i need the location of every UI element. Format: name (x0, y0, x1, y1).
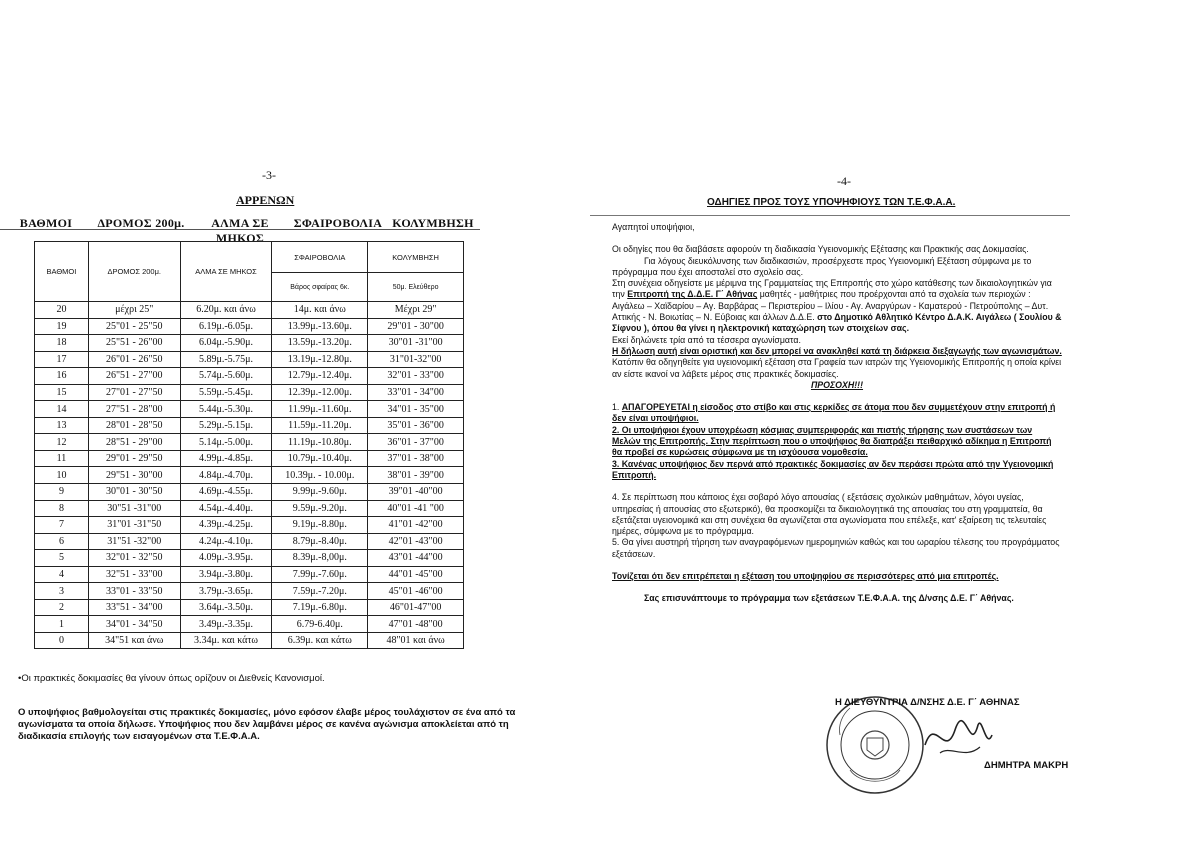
table-cell: 17 (35, 351, 89, 368)
table-cell: 47"01 -48"00 (368, 616, 464, 633)
table-cell: 4.39μ.-4.25μ. (180, 517, 272, 534)
table-row (35, 500, 464, 517)
instructions-title: ΟΔΗΓΙΕΣ ΠΡΟΣ ΤΟΥΣ ΥΠΟΨΗΦΙΟΥΣ ΤΩΝ Τ.Ε.Φ.Α.Α. (707, 197, 956, 208)
table-cell: 4.24μ.-4.10μ. (180, 533, 272, 550)
table-cell: 9 (35, 484, 89, 501)
rule-1-number: 1. (612, 402, 622, 413)
table-cell: 42"01 -43"00 (368, 533, 464, 550)
paragraph-intro: Οι οδηγίες που θα διαβάσετε αφορούν τη διαδικασία Υγειονομικής Εξέτασης και Πρακτικής σας Δοκιμασίας. (612, 244, 1029, 255)
table-cell: 40"01 -41 "00 (368, 500, 464, 517)
table-cell: 3.79μ.-3.65μ. (180, 583, 272, 600)
rule-5: 5. Θα γίνει αυστηρή τήρηση των αναγραφόμενων ημερομηνιών καθώς και του ωραρίου τέλεσης του προγράμματος εξετάσεων. (612, 537, 1060, 559)
table-row (35, 550, 464, 567)
paragraph-events: Εκεί δηλώνετε τρία από τα τέσσερα αγωνίσματα. (612, 334, 801, 345)
table-cell: 14μ. και άνω (272, 302, 368, 319)
table-row (35, 599, 464, 616)
header-grades: ΒΑΘΜΟΙ (19, 216, 73, 230)
table-cell: 33"51 - 34"00 (88, 599, 180, 616)
table-cell: 10 (35, 467, 89, 484)
table-cell: 5 (35, 550, 89, 567)
table-cell: 10.79μ.-10.40μ. (272, 450, 368, 467)
column-header-longjump: ΑΛΜΑ ΣΕ ΜΗΚΟΣ (180, 242, 272, 302)
table-cell: 6.20μ. και άνω (180, 302, 272, 319)
table-cell: 36"01 - 37"00 (368, 434, 464, 451)
table-cell: 31"51 -32"00 (88, 533, 180, 550)
table-cell: 8.39μ.-8,00μ. (272, 550, 368, 567)
table-cell: 44"01 -45"00 (368, 566, 464, 583)
table-cell: 11.59μ.-11.20μ. (272, 417, 368, 434)
table-cell: 5.74μ.-5.60μ. (180, 368, 272, 385)
table-cell: 7.19μ.-6.80μ. (272, 599, 368, 616)
attention-heading: ΠΡΟΣΟΧΗ!!! (810, 379, 864, 390)
table-cell: 11 (35, 450, 89, 467)
greeting: Αγαπητοί υποψήφιοι, (612, 222, 695, 232)
table-cell: 25"01 - 25"50 (88, 318, 180, 335)
table-row (35, 351, 464, 368)
table-cell: 12.39μ.-12.00μ. (272, 384, 368, 401)
table-cell: 7.99μ.-7.60μ. (272, 566, 368, 583)
table-cell: 9.19μ.-8.80μ. (272, 517, 368, 534)
signature-name: ΔΗΜΗΤΡΑ ΜΑΚΡΗ (984, 760, 1069, 771)
table-row (35, 566, 464, 583)
table-cell: 30"51 -31"00 (88, 500, 180, 517)
table-cell: 38"01 - 39"00 (368, 467, 464, 484)
table-cell: 5.44μ.-5.30μ. (180, 401, 272, 418)
rule-4: 4. Σε περίπτωση που κάποιος έχει σοβαρό λόγο απουσίας ( εξετάσεις σχολικών μαθημάτων, λόγοι υγείας, υπηρεσίας ή απουσίας στο εξωτερικό), θα προσκομίζει τα δικαιολογητικά της απουσίας του στη γραμματεία, θα εξετάζεται υγειονομικά και στη συνέχεια θα αγωνίζεται στα αγωνίσματα που επέλεξε, κατ' εξαίρεση τις τελευταίες ημέρες, σύμφωνα με το πρόγραμμα. (612, 492, 1047, 537)
table-cell: 8 (35, 500, 89, 517)
table-row (35, 335, 464, 352)
table-cell: 29"01 - 29"50 (88, 450, 180, 467)
table-cell: 9.99μ.-9.60μ. (272, 484, 368, 501)
table-cell: 3.64μ.-3.50μ. (180, 599, 272, 616)
header-swimming: ΚΟΛΥΜΒΗΣΗ (392, 216, 474, 230)
title-rule (590, 215, 1070, 216)
table-row (35, 533, 464, 550)
table-cell: 6.04μ.-5.90μ. (180, 335, 272, 352)
table-cell: 34"01 - 35"00 (368, 401, 464, 418)
table-cell: 11.19μ.-10.80μ. (272, 434, 368, 451)
table-cell: 0 (35, 632, 89, 649)
table-cell: μέχρι 25" (88, 302, 180, 319)
table-cell: 1 (35, 616, 89, 633)
table-cell: 12.79μ.-12.40μ. (272, 368, 368, 385)
page-number: -4- (837, 174, 851, 188)
table-cell: 41"01 -42"00 (368, 517, 464, 534)
table-row (35, 384, 464, 401)
enclosure-note: Σας επισυνάπτουμε το πρόγραμμα των εξετάσεων Τ.Ε.Φ.Α.Α. της Δ/νσης Δ.Ε. Γ΄ Αθήνας. (644, 593, 1014, 604)
table-cell: 16 (35, 368, 89, 385)
table-row (35, 450, 464, 467)
table-cell: 4 (35, 566, 89, 583)
table-cell: 26"51 - 27"00 (88, 368, 180, 385)
table-cell: 29"01 - 30"00 (368, 318, 464, 335)
paragraph-schedule: Για λόγους διευκόλυνσης των διαδικασιών, προσέρχεστε προς Υγειονομική Εξέταση σύμφωνα με το πρόγραμμα που έχει αποσταλεί στο σχολείο σας. (612, 255, 1032, 277)
table-cell: 35"01 - 36"00 (368, 417, 464, 434)
table-cell: 18 (35, 335, 89, 352)
page-right (590, 0, 1178, 847)
table-cell: 33"01 - 34"00 (368, 384, 464, 401)
table-cell: 4.54μ.-4.40μ. (180, 500, 272, 517)
table-cell: 33"01 - 33"50 (88, 583, 180, 600)
table-cell: 10.39μ. - 10.00μ. (272, 467, 368, 484)
paragraph-registration (612, 278, 1062, 334)
page-title: ΑΡΡΕΝΩΝ (236, 193, 295, 207)
table-cell: 31"01-32"00 (368, 351, 464, 368)
table-cell: 4.84μ.-4.70μ. (180, 467, 272, 484)
table-cell: 34"51 και άνω (88, 632, 180, 649)
table-cell: 13.19μ.-12.80μ. (272, 351, 368, 368)
table-cell: 4.09μ.-3.95μ. (180, 550, 272, 567)
committee-name: Επιτροπή της Δ.Δ.Ε. Γ΄ Αθήνας (627, 289, 758, 300)
page-number: -3- (262, 168, 276, 182)
instructions-body (612, 222, 1062, 605)
paragraph-medical: Κατόπιν θα οδηγηθείτε για υγειονομική εξέταση στα Γραφεία των ιατρών της Υγειονομικής Επιτροπής η οποία κρίνει αν είστε ικανοί να λάβετε μέρος στις πρακτικές δοκιμασίες. (612, 357, 1062, 379)
table-cell: 6.79-6.40μ. (272, 616, 368, 633)
header-longjump: ΑΛΜΑ ΣΕ ΜΗΚΟΣ (211, 216, 269, 245)
rule-1-text: ΑΠΑΓΟΡΕΥΕΤΑΙ η είσοδος στο στίβο και στις κερκίδες σε άτομα που δεν συμμετέχουν στην επιτροπή ή δεν είναι υποψήφιοι. (612, 402, 1056, 424)
subheader-shot-weight: Βάρος σφαίρας 6κ. (272, 273, 368, 302)
table-row (35, 302, 464, 319)
table-cell: 13 (35, 417, 89, 434)
signature-title: Η ΔΙΕΥΘΥΝΤΡΙΑ Δ/ΝΣΗΣ Δ.Ε. Γ΄ ΑΘΗΝΑΣ (835, 697, 1020, 708)
table-cell: 3.94μ.-3.80μ. (180, 566, 272, 583)
table-row (35, 417, 464, 434)
table-cell: 7.59μ.-7.20μ. (272, 583, 368, 600)
table-cell: 15 (35, 384, 89, 401)
table-cell: 19 (35, 318, 89, 335)
table-cell: 48"01 και άνω (368, 632, 464, 649)
column-header-run: ΔΡΟΜΟΣ 200μ. (88, 242, 180, 302)
table-cell: 5.14μ.-5.00μ. (180, 434, 272, 451)
table-row (35, 467, 464, 484)
registration-text: Στη συνέχεια οδηγείστε με μέριμνα της Γραμματείας της Επιτροπής στο χώρο κατάθεσης των δικαιολογητικών για την (612, 278, 1052, 300)
table-cell: 39"01 -40"00 (368, 484, 464, 501)
column-header-swimming: ΚΟΛΥΜΒΗΣΗ (368, 242, 464, 273)
table-cell: 28"51 - 29"00 (88, 434, 180, 451)
table-cell: 29"51 - 30"00 (88, 467, 180, 484)
table-cell: 13.59μ.-13.20μ. (272, 335, 368, 352)
table-cell: 43"01 -44"00 (368, 550, 464, 567)
rule-3: 3. Κανένας υποψήφιος δεν περνά από πρακτικές δοκιμασίες αν δεν περάσει πρώτα από την Υγειονομική Επιτροπή. (612, 458, 1054, 480)
table-body (35, 302, 464, 649)
table-cell: 30"01 -31"00 (368, 335, 464, 352)
table-cell: 32"51 - 33"00 (88, 566, 180, 583)
table-cell: 25"51 - 26"00 (88, 335, 180, 352)
table-cell: 45"01 -46"00 (368, 583, 464, 600)
table-cell: 3.34μ. και κάτω (180, 632, 272, 649)
table-cell: 34"01 - 34"50 (88, 616, 180, 633)
table-cell: 30"01 - 30"50 (88, 484, 180, 501)
table-cell: 5.59μ.-5.45μ. (180, 384, 272, 401)
table-row (35, 517, 464, 534)
table-cell: 28"01 - 28"50 (88, 417, 180, 434)
table-cell: 4.69μ.-4.55μ. (180, 484, 272, 501)
table-cell: 12 (35, 434, 89, 451)
table-cell: 11.99μ.-11.60μ. (272, 401, 368, 418)
table-row (35, 401, 464, 418)
table-cell: 46"01-47"00 (368, 599, 464, 616)
table-cell: 31"01 -31"50 (88, 517, 180, 534)
table-cell: 37"01 - 38"00 (368, 450, 464, 467)
registration-venue: στο Δημοτικό Αθλητικό Κέντρο Δ.Α.Κ. Αιγάλεω ( Σουλίου & Σίφνου ), όπου θα γίνει η ηλεκτρονική καταχώρηση των στοιχείων σας. (612, 312, 1062, 334)
table-cell: 6.19μ.-6.05μ. (180, 318, 272, 335)
table-cell: Μέχρι 29" (368, 302, 464, 319)
emphasis-note: Τονίζεται ότι δεν επιτρέπεται η εξέταση του υποψηφίου σε περισσότερες από μια επιτροπές. (612, 571, 999, 582)
table-cell: 2 (35, 599, 89, 616)
column-header-shotput: ΣΦΑΙΡΟΒΟΛΙΑ (272, 242, 368, 273)
registration-areas: μαθητές - μαθήτριες που προέρχονται από τα σχολεία των περιοχών : Αιγάλεω – Χαϊδαρίου – Αγ. Βαρβάρας – Περιστερίου – Ιλίου - Αγ. Αναργύρων - Καματερού - Πετρούπολης – Δυτ. Αττικής - Ν. Βοιωτίας – Ν. Εύβοιας και άλλων Δ.Δ.Ε. (612, 289, 1049, 323)
rules-note: •Οι πρακτικές δοκιμασίες θα γίνουν όπως ορίζουν οι Διεθνείς Κανονισμοί. (18, 673, 325, 684)
table-cell: 6 (35, 533, 89, 550)
table-cell: 14 (35, 401, 89, 418)
eligibility-note: Ο υποψήφιος βαθμολογείται στις πρακτικές δοκιμασίες, μόνο εφόσον έλαβε μέρος τουλάχιστον σε ένα από τα αγωνίσματα τα οποία δήλωσε. Υποψήφιος που δεν λαμβάνει μέρος σε κανένα αγώνισμα αποκλείεται από τη διαδικασία επιλογής των εισαγομένων στα Τ.Ε.Φ.Α.Α. (18, 707, 516, 742)
table-row (35, 616, 464, 633)
table-cell: 27"51 - 28"00 (88, 401, 180, 418)
table-cell: 9.59μ.-9.20μ. (272, 500, 368, 517)
table-cell: 7 (35, 517, 89, 534)
table-cell: 32"01 - 32"50 (88, 550, 180, 567)
table-cell: 3.49μ.-3.35μ. (180, 616, 272, 633)
table-row (35, 484, 464, 501)
table-cell: 4.99μ.-4.85μ. (180, 450, 272, 467)
table-row (35, 434, 464, 451)
table-cell: 3 (35, 583, 89, 600)
table-row (35, 368, 464, 385)
column-header-grades: ΒΑΘΜΟΙ (35, 242, 89, 302)
table-cell: 6.39μ. και κάτω (272, 632, 368, 649)
table-cell: 8.79μ.-8.40μ. (272, 533, 368, 550)
scores-table (34, 241, 464, 649)
table-cell: 26"01 - 26"50 (88, 351, 180, 368)
table-cell: 20 (35, 302, 89, 319)
header-rule (0, 229, 480, 230)
header-run: ΔΡΟΜΟΣ 200μ. (97, 216, 185, 230)
header-shotput: ΣΦΑΙΡΟΒΟΛΙΑ (293, 216, 383, 230)
table-cell: 5.29μ.-5.15μ. (180, 417, 272, 434)
table-cell: 5.89μ.-5.75μ. (180, 351, 272, 368)
rule-1 (612, 402, 1062, 425)
table-cell: 13.99μ.-13.60μ. (272, 318, 368, 335)
table-cell: 27"01 - 27"50 (88, 384, 180, 401)
rule-2: 2. Οι υποψήφιοι έχουν υποχρέωση κόσμιας συμπεριφοράς και πιστής τήρησης των συστάσεων των Μελών της Επιτροπής. Στην περίπτωση που ο υποψήφιος θα διαπράξει πειθαρχικό αδίκημα η Επιτροπή θα προβεί σε κυρώσεις σύμφωνα με τη ισχύουσα νομοθεσία. (612, 424, 1052, 458)
table-row (35, 583, 464, 600)
table-row (35, 318, 464, 335)
table-header-row (35, 242, 464, 273)
subheader-swim-style: 50μ. Ελεύθερο (368, 273, 464, 302)
table-row (35, 632, 464, 649)
table-cell: 32"01 - 33"00 (368, 368, 464, 385)
paragraph-final-declaration: Η δήλωση αυτή είναι οριστική και δεν μπορεί να ανακληθεί κατά τη διάρκεια διεξαγωγής των αγωνισμάτων. (612, 345, 1062, 356)
